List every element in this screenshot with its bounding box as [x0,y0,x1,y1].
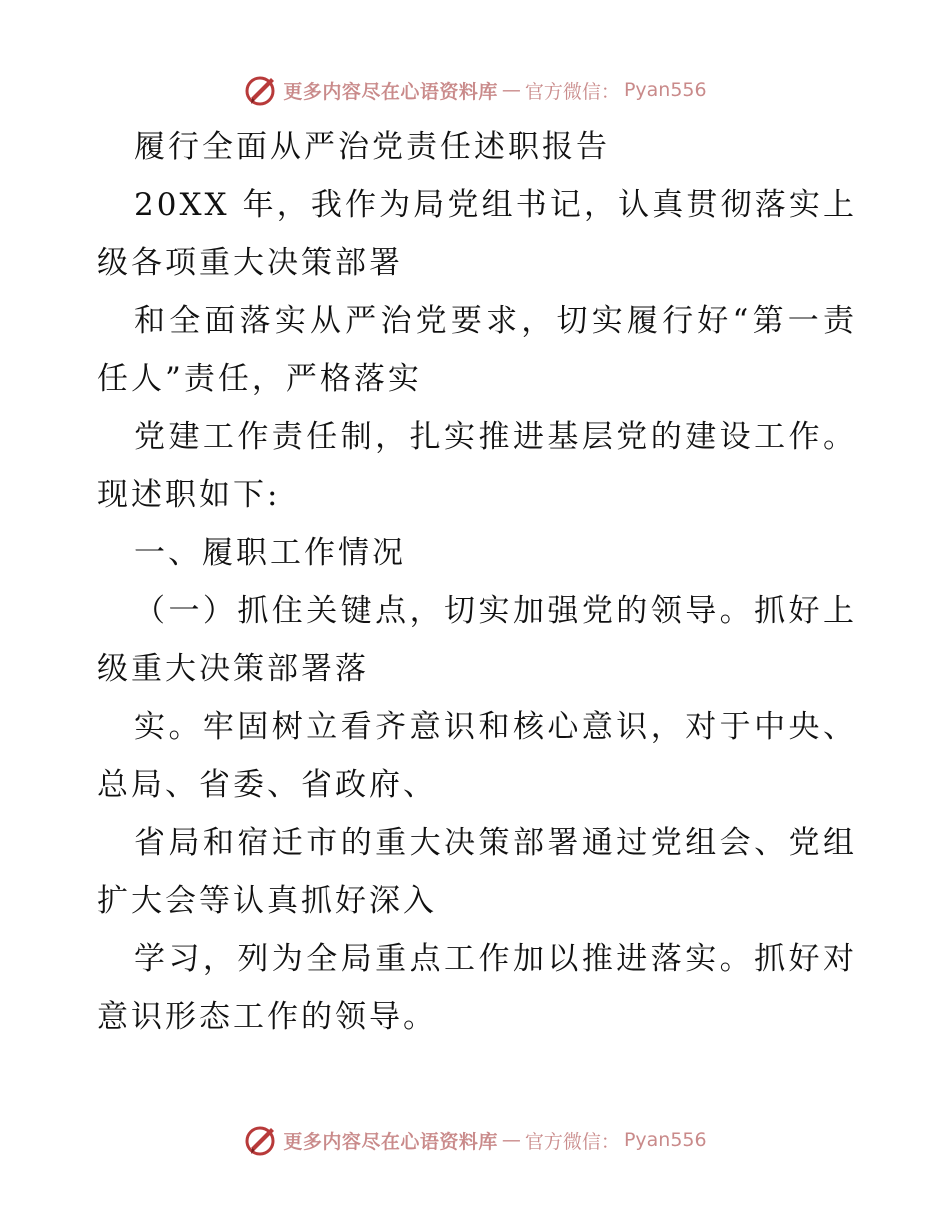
banner-brand-text: 更多内容尽在心语资料库 [283,80,498,103]
banner-wechat-label: 官方微信： [524,1130,620,1153]
paragraph: 省局和宿迁市的重大决策部署通过党组会、党组扩大会等认真抓好深入 [97,825,857,919]
paragraph: 党建工作责任制，扎实推进基层党的建设工作。现述职如下: [97,419,857,513]
paragraph: 实。牢固树立看齐意识和核心意识，对于中央、总局、省委、省政府、 [97,709,857,803]
footer-banner [0,1120,950,1160]
banner-brand-text: 更多内容尽在心语资料库 [283,1130,498,1153]
paragraph: 学习，列为全局重点工作加以推进落实。抓好对意识形态工作的领导。 [97,941,857,1035]
document-title: 履行全面从严治党责任述职报告 [134,129,610,165]
document-body [97,118,857,1046]
banner-separator: — [501,79,521,101]
quill-logo-icon [243,72,279,108]
quill-logo-icon [243,1122,279,1158]
header-banner [0,70,950,110]
paragraph: 和全面落实从严治党要求，切实履行好“第一责任人”责任，严格落实 [97,303,857,397]
section-heading: 一、履职工作情况 [134,535,406,571]
banner-wechat-id: Pyan556 [623,79,707,101]
banner-wechat-id: Pyan556 [623,1129,707,1151]
paragraph: （一）抓住关键点，切实加强党的领导。抓好上级重大决策部署落 [97,593,857,687]
paragraph: 20XX 年，我作为局党组书记，认真贯彻落实上级各项重大决策部署 [97,187,857,281]
banner-separator: — [501,1129,521,1151]
banner-wechat-label: 官方微信： [524,80,620,103]
